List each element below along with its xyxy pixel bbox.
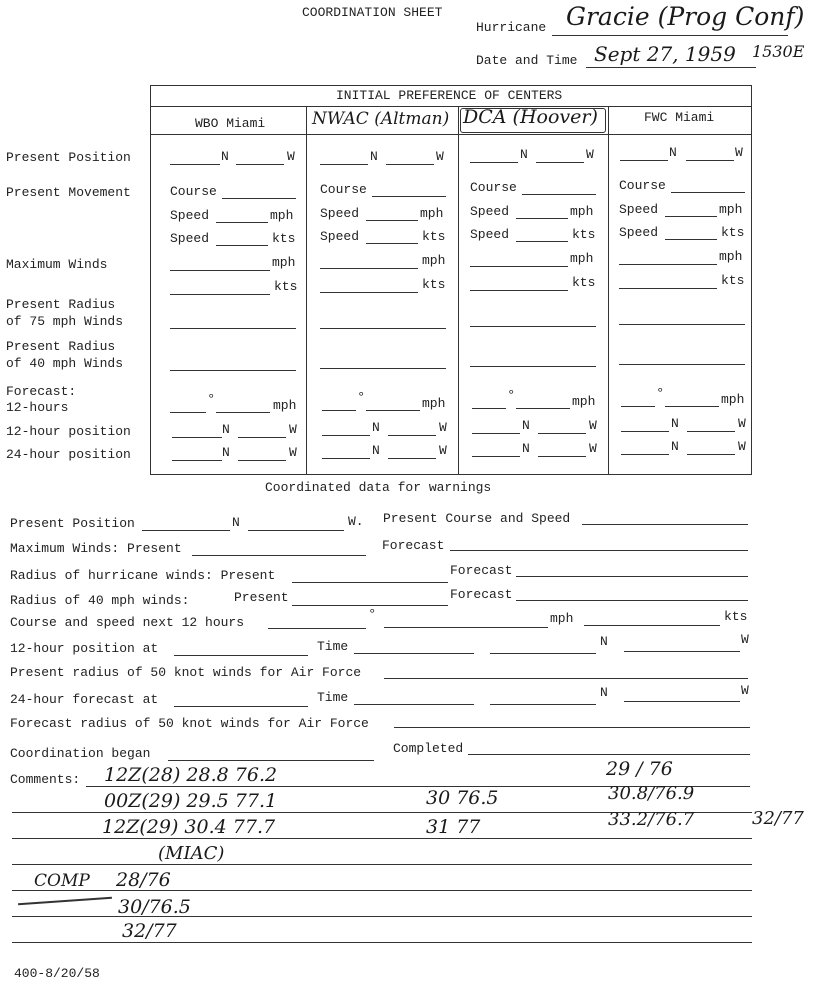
degree-label: ° [357, 390, 366, 406]
n-label: N [669, 145, 677, 160]
datetime-label: Date and Time [476, 53, 578, 68]
center-header-4: FWC Miami [644, 110, 715, 125]
w-label: W [436, 149, 444, 164]
kts-label: kts [274, 279, 298, 294]
n-label: N [372, 443, 380, 458]
speed-label: Speed [619, 225, 659, 240]
w-label: W [589, 418, 597, 433]
n-label: N [522, 418, 530, 433]
w-label: W [439, 420, 447, 435]
speed-label: Speed [170, 208, 210, 223]
speed-label: Speed [320, 229, 360, 244]
w-label: W [289, 422, 297, 437]
kts-label: kts [422, 229, 446, 244]
center-header-3: DCA (Hoover) [463, 106, 598, 128]
column-divider-3 [608, 106, 609, 475]
coordinated-title: Coordinated data for warnings [265, 480, 492, 495]
kts-label: kts [721, 225, 745, 240]
n-label: N [222, 445, 230, 460]
kts-label: kts [272, 231, 296, 246]
kts-label: kts [572, 275, 596, 290]
coord-radius40-label: Radius of 40 mph winds: [10, 593, 190, 608]
coord-began-label: Coordination began [10, 746, 151, 761]
comment-row2-b: 30 76.5 [426, 787, 499, 809]
row-label-radius40-line2: of 40 mph Winds [6, 356, 124, 371]
coord-kts-label: kts [724, 609, 748, 624]
coord-forecast-radius50-af-label: Forecast radius of 50 knot winds for Air Force [10, 716, 369, 731]
mph-label: mph [719, 202, 743, 217]
w-label: W [735, 145, 743, 160]
coord-course-speed-12-label: Course and speed next 12 hours [10, 615, 245, 630]
center-header-1: WBO Miami [195, 116, 266, 131]
n-label: N [221, 149, 229, 164]
coord-pos12-label: 12-hour position at [10, 641, 159, 656]
mph-label: mph [570, 251, 594, 266]
coord-radius-hurricane-forecast-label: Forecast [450, 563, 513, 578]
speed-label: Speed [170, 231, 210, 246]
coord-radius40-present-label: Present [234, 590, 289, 605]
comment-comp-2: 30/76.5 [118, 896, 191, 918]
speed-label: Speed [470, 204, 510, 219]
coord-forecast24-time-label: Time [317, 690, 349, 705]
degree-label: ° [207, 392, 216, 408]
comment-line [12, 838, 752, 839]
comment-line [12, 942, 752, 943]
speed-label: Speed [320, 206, 360, 221]
row-label-maximum-winds: Maximum Winds [6, 257, 108, 272]
coord-pos12-w-label: W [741, 632, 749, 647]
row-label-forecast-12: 12-hours [6, 400, 69, 415]
kts-label: kts [721, 273, 745, 288]
course-label: Course [170, 184, 217, 199]
comment-row1-a: 12Z(28) 28.8 76.2 [104, 764, 278, 786]
comment-row1-c: 29 / 76 [606, 758, 673, 780]
comment-row3-b: 31 77 [426, 816, 481, 838]
comment-miac: (MIAC) [158, 843, 225, 864]
coord-pos12-n-label: N [600, 634, 608, 649]
n-label: N [671, 439, 679, 454]
datetime-field-line [586, 67, 756, 68]
comment-row2-c: 30.8/76.9 [608, 783, 695, 804]
speed-label: Speed [619, 202, 659, 217]
comment-row3-d: 32/77 [752, 808, 804, 829]
w-label: W [738, 439, 746, 454]
mph-label: mph [422, 253, 446, 268]
coord-pos12-time-label: Time [317, 639, 349, 654]
column-divider-1 [306, 106, 307, 475]
row-label-present-position: Present Position [6, 150, 131, 165]
w-label: W [738, 416, 746, 431]
coord-present-course-speed-label: Present Course and Speed [383, 511, 571, 526]
comment-row2-a: 00Z(29) 29.5 77.1 [104, 790, 278, 812]
n-label: N [671, 416, 679, 431]
mph-label: mph [270, 208, 294, 223]
row-label-radius75-line1: Present Radius [6, 297, 116, 312]
mph-label: mph [272, 255, 296, 270]
kts-label: kts [422, 277, 446, 292]
n-label: N [372, 420, 380, 435]
kts-label: kts [572, 227, 596, 242]
mph-label: mph [570, 204, 594, 219]
coord-n-label: N [232, 515, 240, 530]
w-label: W [289, 445, 297, 460]
w-label: W [589, 441, 597, 456]
coord-present-position-label: Present Position [10, 516, 135, 531]
row-label-present-movement: Present Movement [6, 185, 131, 200]
column-divider-2 [458, 106, 459, 475]
mph-label: mph [572, 394, 596, 409]
n-label: N [222, 422, 230, 437]
row-label-radius75-line2: of 75 mph Winds [6, 314, 124, 329]
w-label: W [439, 443, 447, 458]
n-label: N [522, 441, 530, 456]
coord-forecast24-w-label: W [741, 683, 749, 698]
center-header-3-box [460, 108, 606, 133]
n-label: N [370, 149, 378, 164]
comments-label: Comments: [10, 772, 81, 787]
degree-label: ° [656, 386, 665, 402]
coord-max-winds-forecast-label: Forecast [382, 538, 445, 553]
hurricane-value: Gracie (Prog Conf) [566, 2, 805, 31]
row-label-forecast: Forecast: [6, 384, 77, 399]
comment-row3-a: 12Z(29) 30.4 77.7 [102, 816, 276, 838]
comment-row3-c: 33.2/76.7 [608, 809, 695, 830]
row-label-pos24: 24-hour position [6, 447, 131, 462]
coord-degree-label: ° [368, 607, 377, 623]
coord-w-label: W. [348, 514, 364, 529]
mph-label: mph [273, 398, 297, 413]
coord-mph-label: mph [550, 611, 574, 626]
hurricane-label: Hurricane [476, 20, 547, 35]
table-title-divider [150, 106, 752, 107]
mph-label: mph [422, 396, 446, 411]
center-header-2: NWAC (Altman) [312, 109, 450, 129]
comment-comp-3: 32/77 [122, 920, 177, 942]
mph-label: mph [721, 392, 745, 407]
time-value: 1530E [752, 42, 805, 61]
speed-label: Speed [470, 227, 510, 242]
table-header-divider [150, 134, 752, 135]
coord-completed-label: Completed [393, 741, 464, 756]
coord-radius50-af-label: Present radius of 50 knot winds for Air Force [10, 665, 362, 680]
degree-label: ° [507, 388, 516, 404]
coord-forecast24-label: 24-hour forecast at [10, 692, 159, 707]
row-label-pos12: 12-hour position [6, 424, 131, 439]
coord-radius-hurricane-label: Radius of hurricane winds: Present [10, 568, 276, 583]
form-number: 400-8/20/58 [14, 966, 100, 981]
mph-label: mph [719, 249, 743, 264]
comment-line [12, 864, 752, 865]
w-label: W [287, 149, 295, 164]
row-label-radius40-line1: Present Radius [6, 339, 116, 354]
course-label: Course [470, 180, 517, 195]
coord-max-winds-label: Maximum Winds: Present [10, 541, 182, 556]
coord-forecast24-n-label: N [600, 685, 608, 700]
date-value: Sept 27, 1959 [594, 42, 736, 66]
n-label: N [520, 147, 528, 162]
course-label: Course [320, 182, 367, 197]
hurricane-field-line [552, 35, 788, 36]
centers-table [150, 85, 752, 475]
comment-comp-1: 28/76 [116, 869, 171, 891]
comp-underline [18, 897, 112, 906]
comment-comp: COMP [34, 871, 90, 891]
coord-radius40-forecast-label: Forecast [450, 587, 513, 602]
mph-label: mph [420, 206, 444, 221]
form-title: COORDINATION SHEET [302, 5, 443, 20]
course-label: Course [619, 178, 666, 193]
w-label: W [586, 147, 594, 162]
table-title: INITIAL PREFERENCE OF CENTERS [336, 88, 563, 103]
